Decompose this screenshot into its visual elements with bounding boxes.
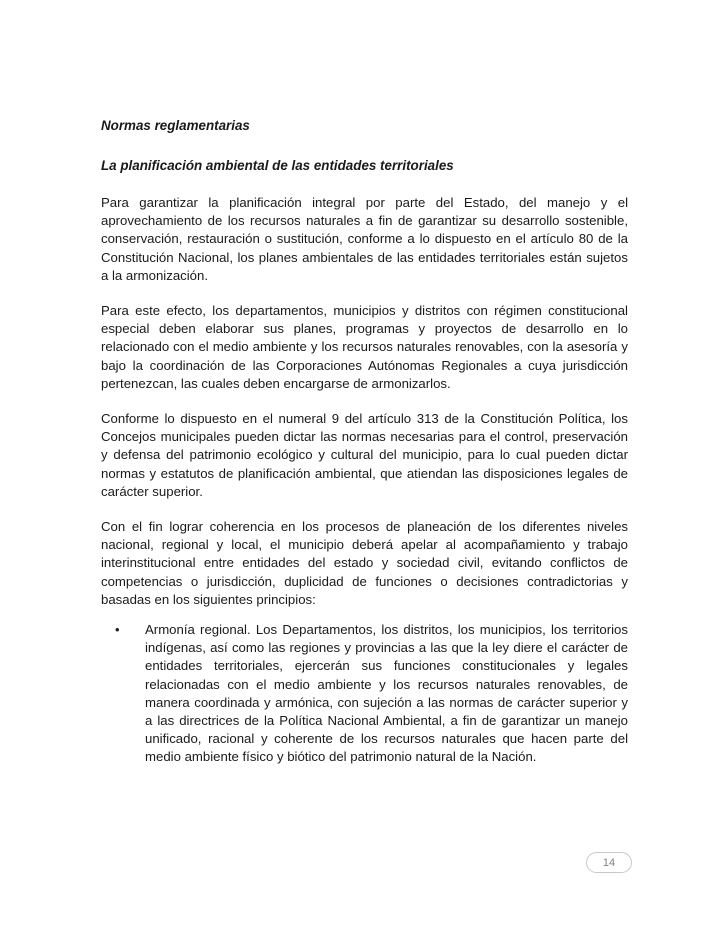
principles-list xyxy=(101,621,628,767)
paragraph: Conforme lo dispuesto en el numeral 9 del artículo 313 de la Constitución Política, los Concejos municipales pueden dictar las normas necesarias para el control, preservación y defensa del patrimonio ecológico y cultural del municipio, para lo cual pueden dictar normas y estatutos de planificación ambiental, que atiendan las disposiciones legales de carácter superior. xyxy=(101,411,628,499)
page-content xyxy=(101,117,628,767)
bullet-icon: • xyxy=(115,622,120,638)
paragraph: Para este efecto, los departamentos, municipios y distritos con régimen constitucional especial deben elaborar sus planes, programas y proyectos de desarrollo en lo relacionado con el medio ambiente y los recursos naturales renovables, con la asesoría y bajo la coordinación de las Corporaciones Autónomas Regionales a cuya jurisdicción pertenezcan, las cuales deben encargarse de armonizarlos. xyxy=(101,303,628,391)
paragraph: Para garantizar la planificación integral por parte del Estado, del manejo y el aprovechamiento de los recursos naturales a fin de garantizar su desarrollo sostenible, conservación, restauración o sustitución, conforme a lo dispuesto en el artículo 80 de la Constitución Nacional, los planes ambientales de las entidades territoriales están sujetos a la armonización. xyxy=(101,195,628,283)
paragraph: Con el fin lograr coherencia en los procesos de planeación de los diferentes niveles nacional, regional y local, el municipio deberá apelar al acompañamiento y trabajo interinstitucional entre entidades del estado y sociedad civil, evitando conflictos de competencias o jurisdicción, duplicidad de funciones o decisiones contradictorias y basadas en los siguientes principios: xyxy=(101,519,628,607)
page-number-badge: 14 xyxy=(586,852,632,873)
section-heading: Normas reglamentarias xyxy=(101,118,250,133)
list-item xyxy=(101,621,628,767)
section-subheading: La planificación ambiental de las entidades territoriales xyxy=(101,158,454,173)
list-item-text: Armonía regional. Los Departamentos, los distritos, los municipios, los territorios indígenas, así como las regiones y provincias a las que la ley diere el carácter de entidades territoriales, ejercerán sus funciones constitucionales y legales relacionadas con el medio ambiente y los recursos naturales renovables, de manera coordinada y armónica, con sujeción a las normas de carácter superior y a las directrices de la Política Nacional Ambiental, a fin de garantizar un manejo unificado, racional y coherente de los recursos naturales que hacen parte del medio ambiente físico y biótico del patrimonio natural de la Nación. xyxy=(145,622,628,765)
